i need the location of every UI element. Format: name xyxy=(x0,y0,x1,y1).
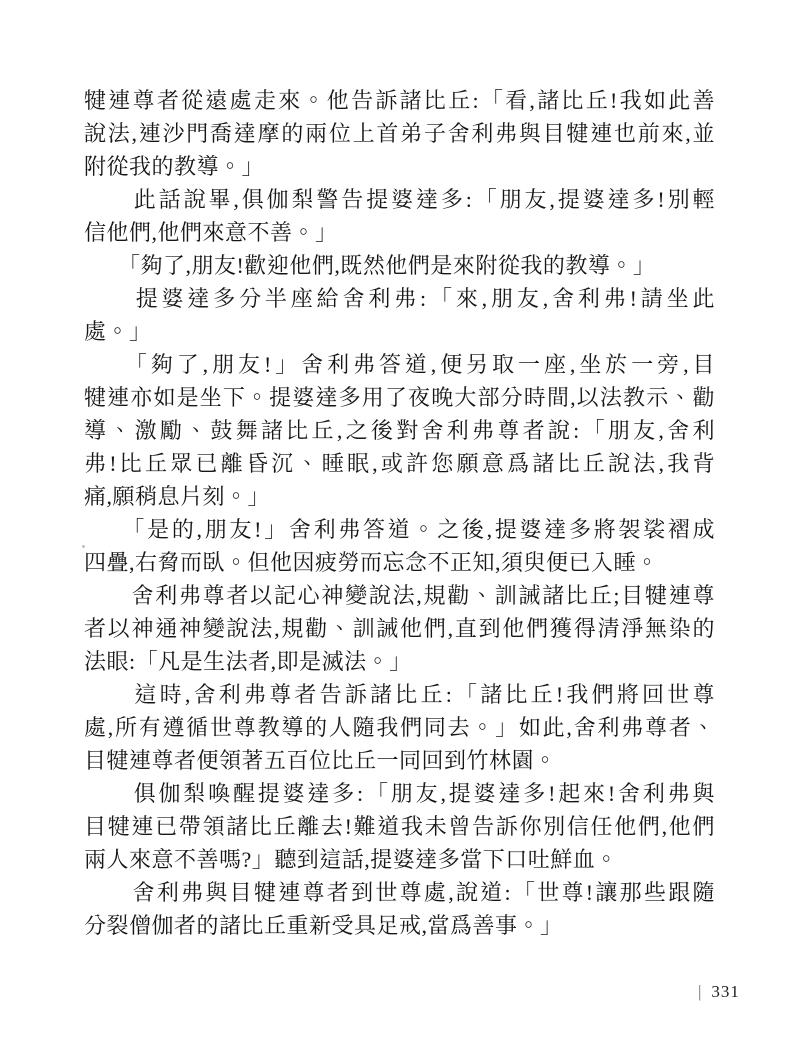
text-line: 者以神通神變說法,規勸、訓誡他們,直到他們獲得清淨無染的 xyxy=(84,616,715,641)
text-line: 「是的,朋友!」舍利弗答道。之後,提婆達多將袈裟褶成 xyxy=(84,517,715,542)
text-line: 附從我的教導。」 xyxy=(84,154,265,179)
text-line: 痛,願稍息片刻。」 xyxy=(84,484,271,509)
text-line: 目犍連已帶領諸比丘離去!難道我未曾告訴你別信任他們,他們 xyxy=(84,814,715,839)
page-number-separator: | xyxy=(698,982,702,1001)
page-number xyxy=(698,982,740,1002)
text-line: 目犍連尊者便領著五百位比丘一同回到竹林園。 xyxy=(84,748,557,773)
text-line: 處,所有遵循世尊教導的人隨我們同去。」如此,舍利弗尊者、 xyxy=(84,715,715,740)
text-line: 此話說畢,俱伽梨警告提婆達多:「朋友,提婆達多!別輕 xyxy=(84,187,715,212)
text-line: 俱伽梨喚醒提婆達多:「朋友,提婆達多!起來!舍利弗與 xyxy=(84,781,715,806)
text-line: 兩人來意不善嗎?」聽到這話,提婆達多當下口吐鮮血。 xyxy=(84,847,618,872)
text-line: 說法,連沙門喬達摩的兩位上首弟子舍利弗與目犍連也前來,並 xyxy=(84,121,715,146)
text-block xyxy=(84,84,715,942)
text-line: 導、激勵、鼓舞諸比丘,之後對舍利弗尊者說:「朋友,舍利 xyxy=(84,418,715,443)
text-line: 「夠了,朋友!」舍利弗答道,便另取一座,坐於一旁,目 xyxy=(84,352,715,377)
text-line: 犍連亦如是坐下。提婆達多用了夜晚大部分時間,以法教示、勸 xyxy=(84,385,715,410)
text-line: 犍連尊者從遠處走來。他告訴諸比丘:「看,諸比丘!我如此善 xyxy=(84,88,715,113)
text-line: 分裂僧伽者的諸比丘重新受具足戒,當爲善事。」 xyxy=(84,913,563,938)
text-line: 信他們,他們來意不善。」 xyxy=(84,220,338,245)
text-line: 四疊,右脅而臥。但他因疲勞而忘念不正知,須臾便已入睡。 xyxy=(84,550,659,575)
text-line: 法眼:「凡是生法者,即是滅法。」 xyxy=(84,649,412,674)
page-number-value: 331 xyxy=(711,982,740,1001)
text-line: 「夠了,朋友!歡迎他們,既然他們是來附從我的教導。」 xyxy=(84,253,656,278)
print-artifact-dot xyxy=(82,545,85,548)
text-line: 處。」 xyxy=(84,319,152,344)
text-line: 弗!比丘眾已離昏沉、睡眠,或許您願意爲諸比丘說法,我背 xyxy=(84,451,715,476)
text-line: 舍利弗與目犍連尊者到世尊處,說道:「世尊!讓那些跟隨 xyxy=(84,880,715,905)
text-line: 舍利弗尊者以記心神變說法,規勸、訓誡諸比丘;目犍連尊 xyxy=(84,583,715,608)
text-line: 這時,舍利弗尊者告訴諸比丘:「諸比丘!我們將回世尊 xyxy=(84,682,715,707)
text-line: 提婆達多分半座給舍利弗:「來,朋友,舍利弗!請坐此 xyxy=(84,286,715,311)
